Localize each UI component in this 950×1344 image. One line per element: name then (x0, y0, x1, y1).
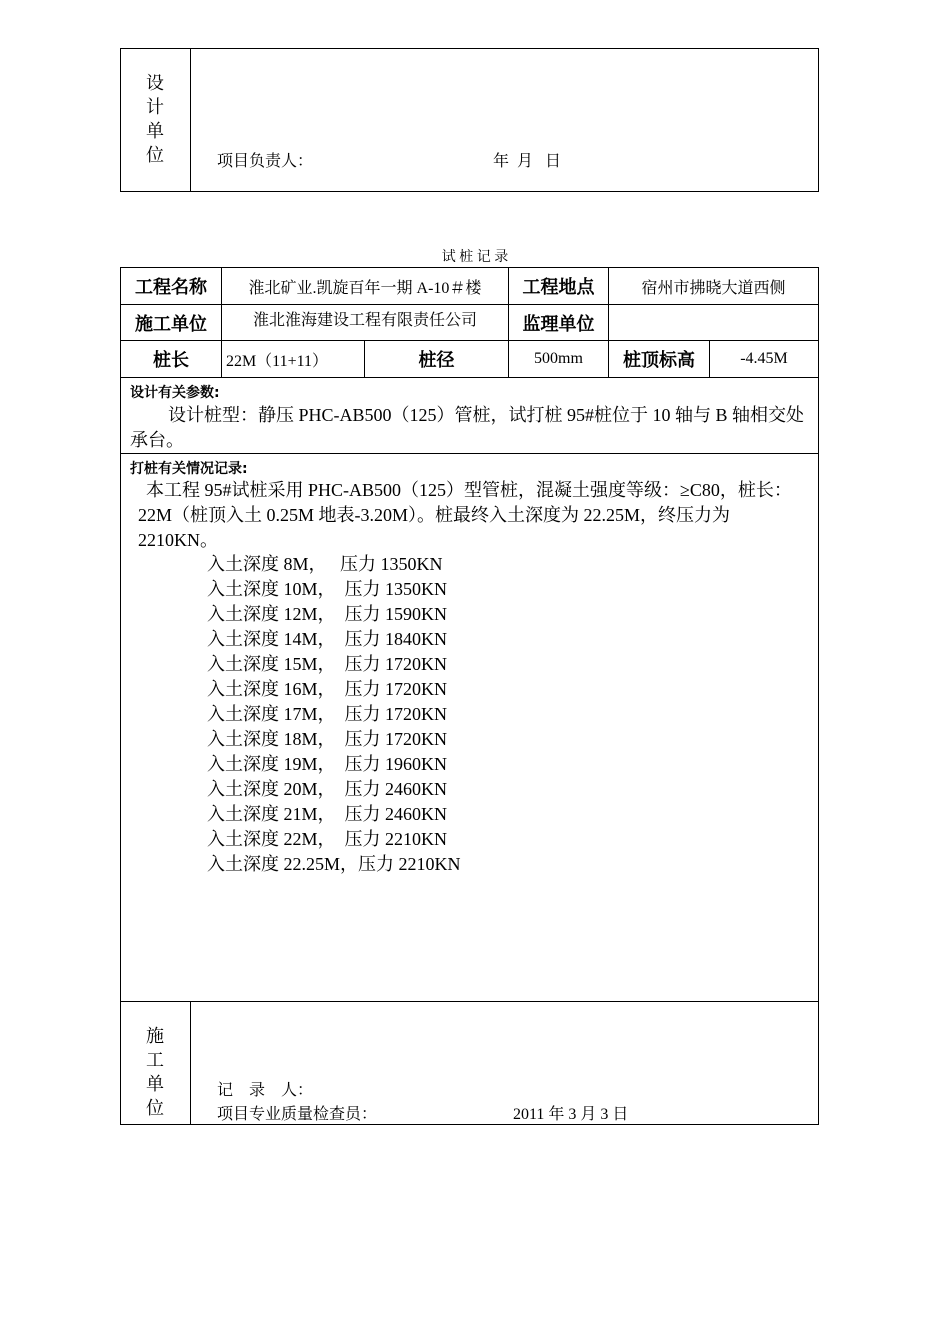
inspector-label: 项目专业质量检查员： (217, 1106, 378, 1123)
design-unit-label (143, 71, 167, 167)
construction-unit-divider (190, 1001, 191, 1125)
row-rule (120, 453, 819, 454)
depth-reading: 入土深度 21M， 压力 2460KN (207, 804, 448, 824)
depth-reading: 入土深度 19M， 压力 1960KN (207, 754, 448, 774)
design-unit-char: 计 (146, 97, 164, 117)
pile-diameter-label: 桩径 (418, 350, 455, 371)
pile-top-label: 桩顶标高 (623, 350, 695, 371)
supervisor-value (609, 305, 818, 340)
project-leader-label: 项目负责人： (217, 153, 314, 170)
supervisor-label: 监理单位 (522, 313, 595, 335)
contractor-value: 淮北淮海建设工程有限责任公司 (252, 311, 477, 329)
pile-length-label: 桩长 (153, 350, 189, 371)
construction-unit-label (143, 1024, 167, 1120)
construction-unit-char: 施 (146, 1026, 164, 1046)
depth-reading: 入土深度 18M， 压力 1720KN (207, 729, 448, 749)
row-rule (120, 1001, 819, 1002)
design-date-label: 年 月 日 (493, 153, 562, 170)
depth-reading: 入土深度 22M， 压力 2210KN (207, 829, 448, 849)
pile-diameter-value: 500mm (534, 350, 583, 367)
location-value: 宿州市拂晓大道西侧 (641, 279, 786, 297)
design-unit-char: 位 (146, 145, 164, 165)
depth-reading: 入土深度 16M， 压力 1720KN (207, 679, 448, 699)
design-params-header: 设计有关参数: (130, 385, 220, 401)
design-unit-char: 单 (146, 121, 164, 141)
piling-record-header: 打桩有关情况记录: (130, 461, 248, 477)
project-name-label: 工程名称 (135, 277, 207, 298)
recorder-label: 记 录 人： (217, 1082, 314, 1099)
depth-reading: 入土深度 15M， 压力 1720KN (207, 654, 448, 674)
depth-reading: 入土深度 10M， 压力 1350KN (207, 579, 448, 599)
depth-reading: 入土深度 20M， 压力 2460KN (207, 779, 448, 799)
depth-reading: 入土深度 8M， 压力 1350KN (207, 554, 443, 574)
depth-reading: 入土深度 17M， 压力 1720KN (207, 704, 448, 724)
page-title: 试 桩 记 录 (441, 250, 509, 265)
contractor-label: 施工单位 (135, 313, 207, 335)
row-rule (120, 377, 819, 378)
record-date: 2011 年 3 月 3 日 (513, 1106, 629, 1123)
depth-reading: 入土深度 22.25M，压力 2210KN (207, 854, 461, 874)
construction-unit-char: 单 (146, 1074, 164, 1094)
project-name-value: 淮北矿业.凯旋百年一期 A-10＃楼 (248, 279, 482, 297)
piling-record-text: 本工程 95#试桩采用 PHC-AB500（125）型管桩，混凝土强度等级：≥C80，桩长：22M（桩顶入土 0.25M 地表-3.20M）。桩最终入土深度为 22.25M，终压力为 2210KN。 (138, 480, 792, 550)
pile-top-value: -4.45M (740, 350, 788, 367)
pile-length-value: 22M（11+11） (225, 352, 329, 370)
design-params-text: 设计桩型：静压 PHC-AB500（125）管桩，试打桩 95#桩位于 10 轴与 B 轴相交处承台。 (130, 405, 805, 450)
design-unit-divider (190, 48, 191, 192)
construction-unit-char: 位 (146, 1098, 164, 1118)
depth-reading: 入土深度 14M， 压力 1840KN (207, 629, 448, 649)
design-unit-char: 设 (146, 73, 164, 93)
location-label: 工程地点 (522, 277, 595, 298)
construction-unit-char: 工 (146, 1050, 164, 1070)
depth-reading: 入土深度 12M， 压力 1590KN (207, 604, 448, 624)
